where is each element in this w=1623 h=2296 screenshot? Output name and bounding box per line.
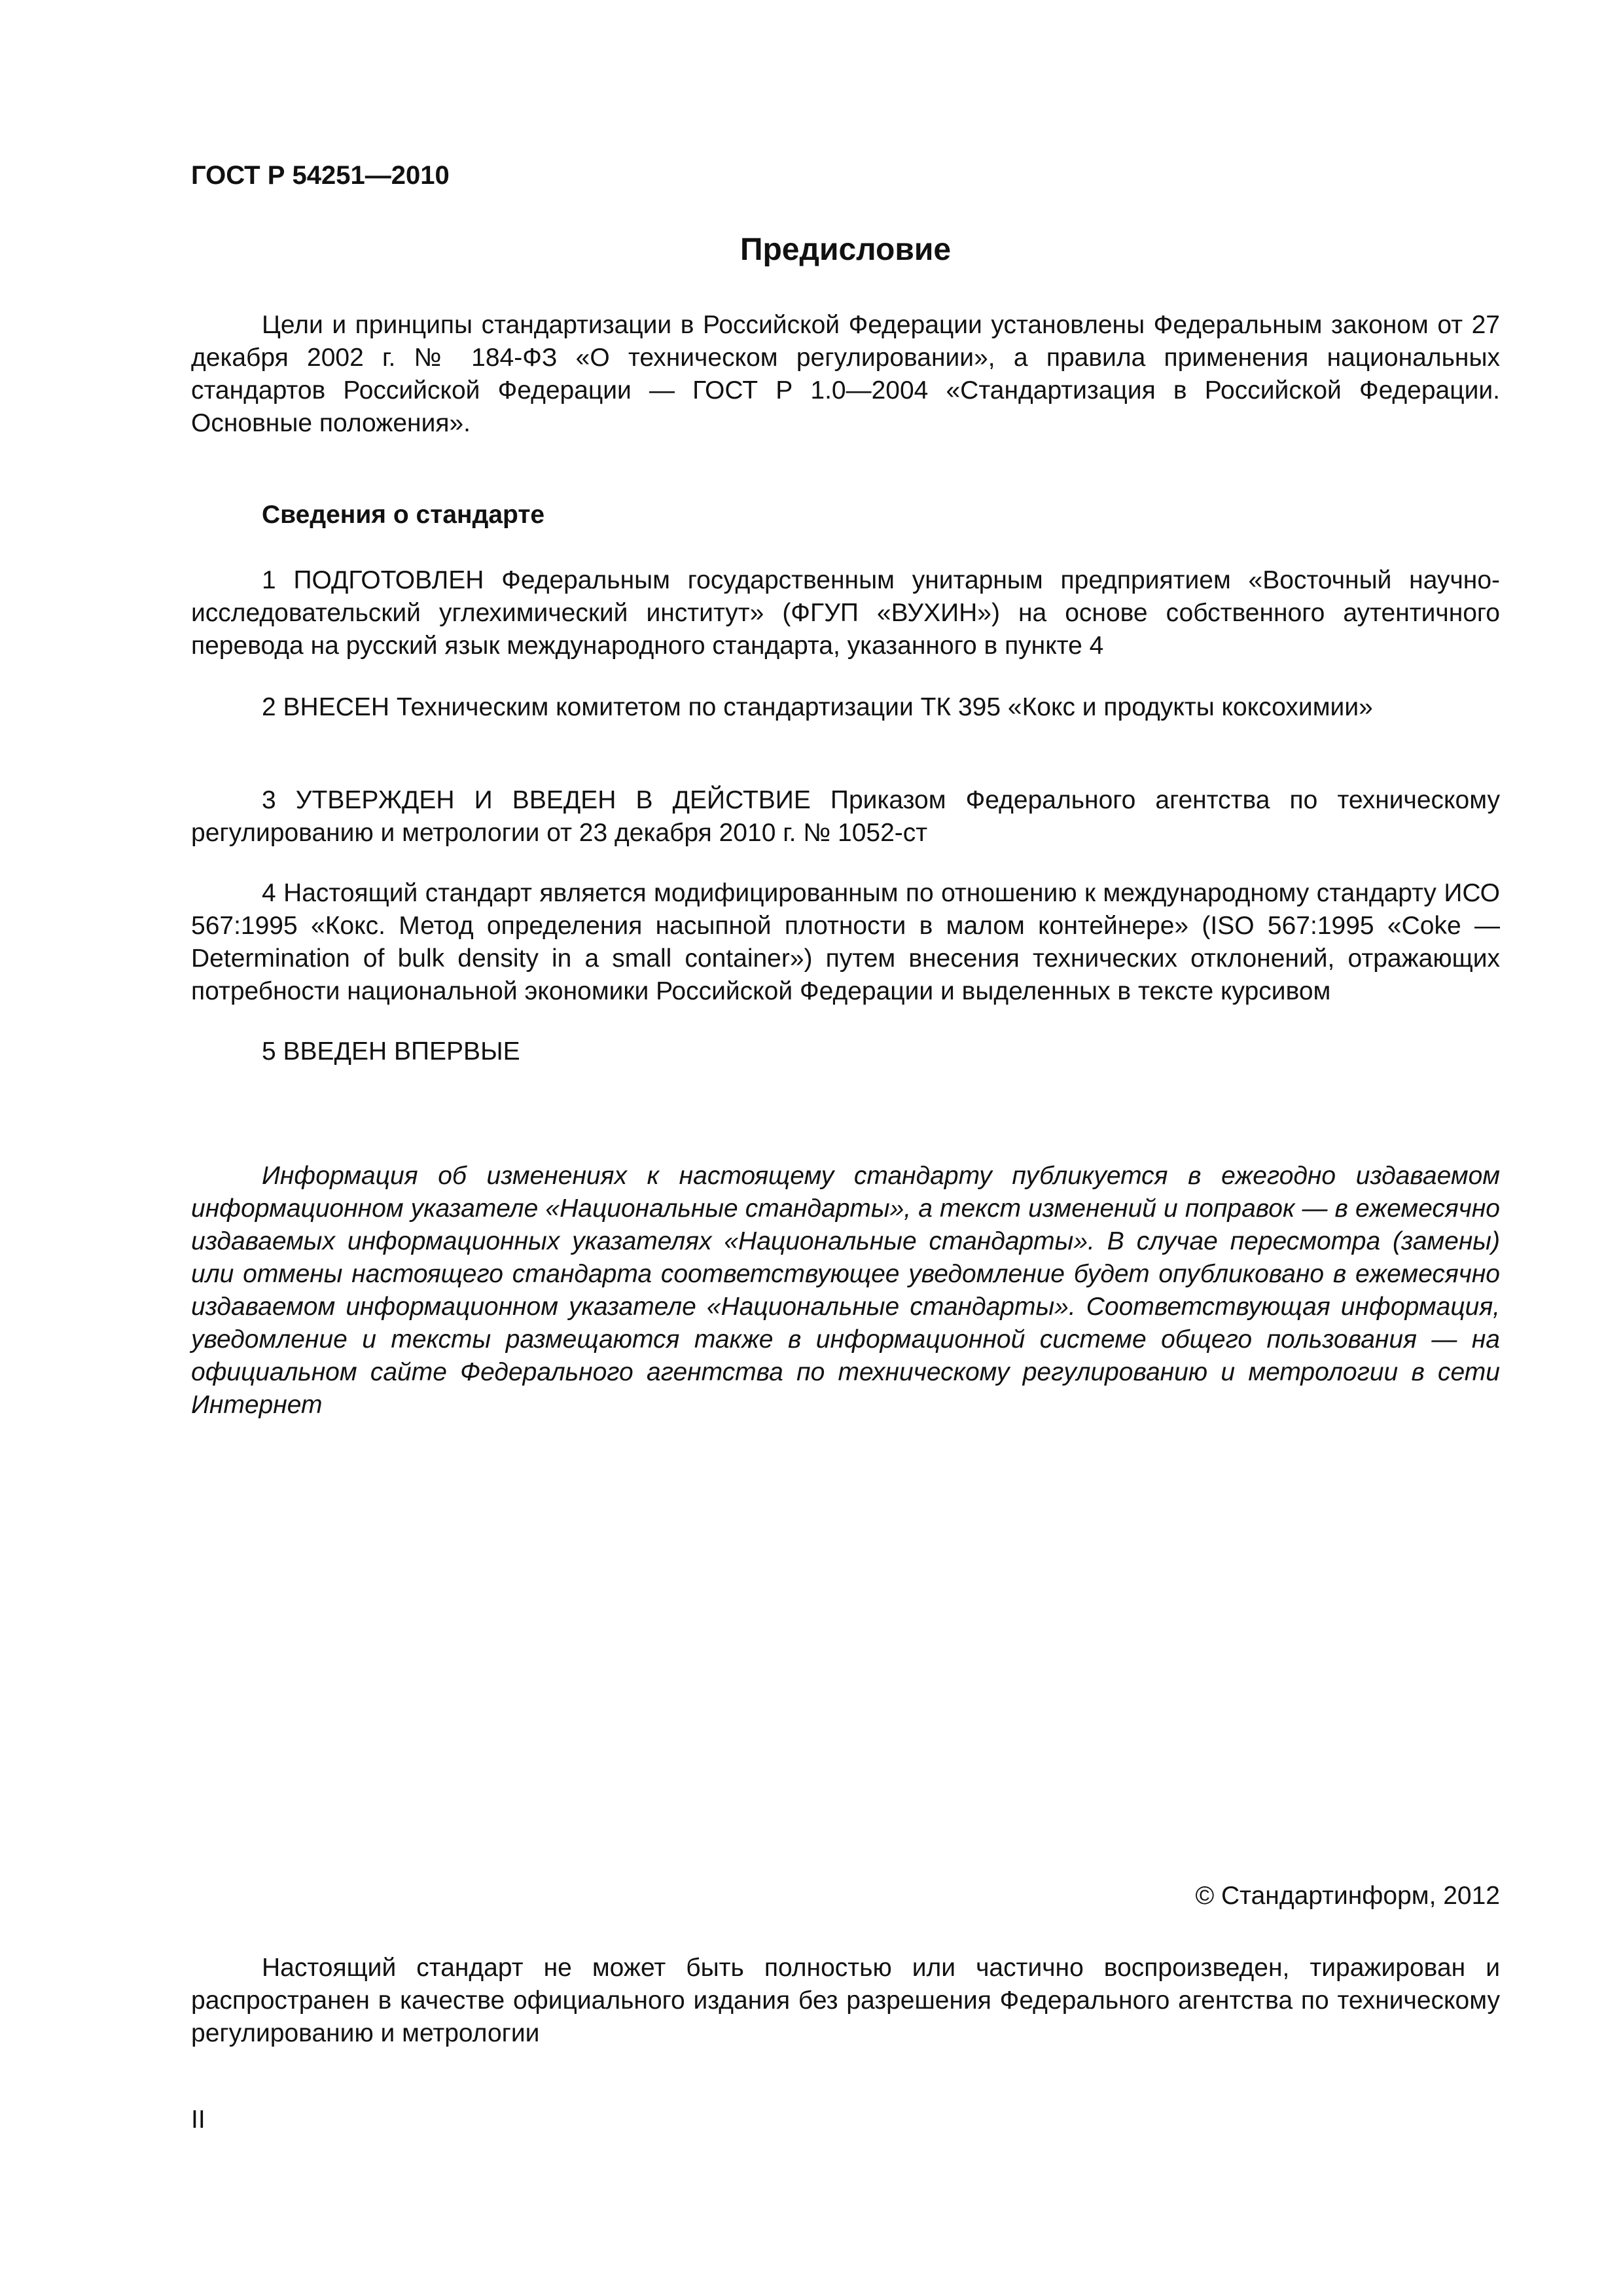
info-item-5: 5 ВВЕДЕН ВПЕРВЫЕ [262,1037,520,1066]
changes-notice: Информация об изменениях к настоящему стандарту публикуется в ежегодно издаваемом информационном указателе «Национальные стандарты», а текст изменений и поправок — в ежемесячно издаваемых информационных указателях «Национальные стандарты». В случае пересмотра (замены) или отмены настоящего стандарта соответствующее уведомление будет опубликовано в ежемесячно издаваемом информационном указателе «Национальные стандарты». Соответствующая информация, уведомление и тексты размещаются также в информационной системе общего пользования — на официальном сайте Федерального агентства по техническому регулированию и метрологии в сети Интернет [191,1162,1500,1419]
preface-intro: Цели и принципы стандартизации в Российской Федерации установлены Федеральным законом от 27 декабря 2002 г. № 184-ФЗ «О техническом регулировании», а правила применения национальных стандартов Российской Федерации — ГОСТ Р 1.0—2004 «Стандартизация в Российской Федерации. Основные положения». [191,311,1500,437]
standard-info-heading: Сведения о стандарте [262,501,545,529]
reproduction-notice: Настоящий стандарт не может быть полностью или частично воспроизведен, тиражирован и распространен в качестве официального издания без разрешения Федерального агентства по техническому регулированию и метрологии [191,1954,1500,2047]
page-title: Предисловие [740,232,952,267]
page-number: II [191,2106,205,2134]
info-item-1: 1 ПОДГОТОВЛЕН Федеральным государственным унитарным предприятием «Восточный научно-исследовательский углехимический институт» (ФГУП «ВУХИН») на основе собственного аутентичного перевода на русский язык международного стандарта, указанного в пункте 4 [191,566,1500,660]
info-item-3: 3 УТВЕРЖДЕН И ВВЕДЕН В ДЕЙСТВИЕ Приказом Федерального агентства по техническому регулированию и метрологии от 23 декабря 2010 г. № 1052-ст [191,786,1500,847]
info-item-4: 4 Настоящий стандарт является модифицированным по отношению к международному стандарту ИСО 567:1995 «Кокс. Метод определения насыпной плотности в малом контейнере» (ISO 567:1995 «Coke — Determination of bulk density in a small container») путем внесения технических отклонений, отражающих потребности национальной экономики Российской Федерации и выделенных в тексте курсивом [191,879,1500,1005]
document-code: ГОСТ Р 54251—2010 [191,161,450,190]
copyright-line: © Стандартинформ, 2012 [1195,1882,1500,1910]
info-item-2: 2 ВНЕСЕН Техническим комитетом по стандартизации ТК 395 «Кокс и продукты коксохимии» [262,693,1373,721]
